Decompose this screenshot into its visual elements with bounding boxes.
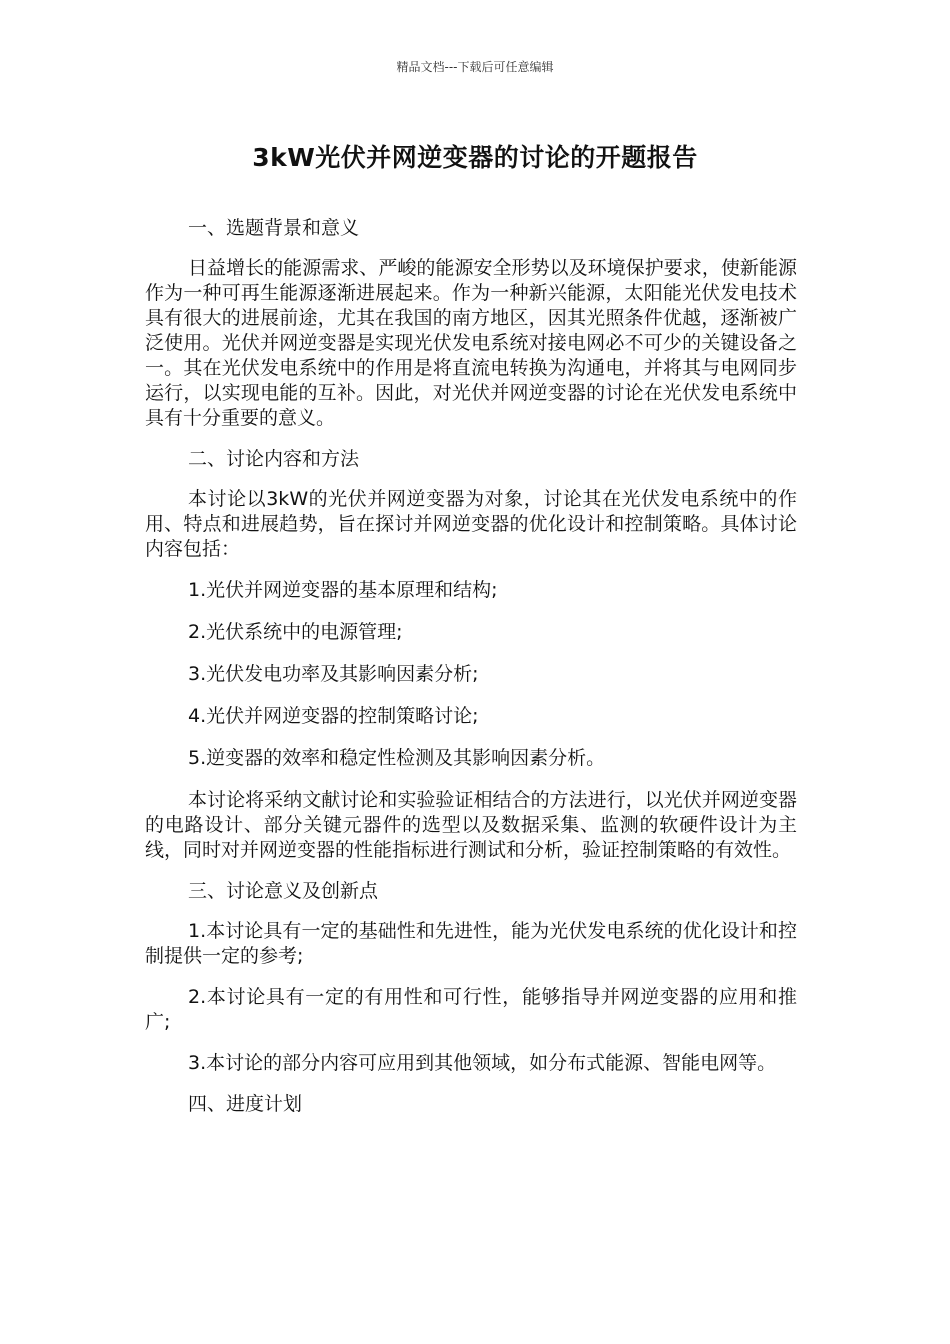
section-heading-significance: 三、讨论意义及创新点 [188,880,379,902]
document-title: 3kW光伏并网逆变器的讨论的开题报告 [252,143,698,172]
list-item: 3.光伏发电功率及其影响因素分析; [188,663,479,685]
list-item: 2.光伏系统中的电源管理; [188,621,403,643]
list-item: 1.本讨论具有一定的基础性和先进性，能为光伏发电系统的优化设计和控制提供一定的参考; [145,920,797,967]
list-item: 4.光伏并网逆变器的控制策略讨论; [188,705,479,727]
list-item: 3.本讨论的部分内容可应用到其他领域，如分布式能源、智能电网等。 [188,1052,777,1074]
list-item: 1.光伏并网逆变器的基本原理和结构; [188,579,498,601]
section-heading-background: 一、选题背景和意义 [188,217,360,239]
list-item: 2.本讨论具有一定的有用性和可行性，能够指导并网逆变器的应用和推广; [145,986,797,1033]
paragraph-methods: 本讨论将采纳文献讨论和实验验证相结合的方法进行，以光伏并网逆变器的电路设计、部分关键元器件的选型以及数据采集、监测的软硬件设计为主线，同时对并网逆变器的性能指标进行测试和分析，验证控制策略的有效性。 [145,789,797,861]
paragraph-background: 日益增长的能源需求、严峻的能源安全形势以及环境保护要求，使新能源作为一种可再生能源逐渐进展起来。作为一种新兴能源，太阳能光伏发电技术具有很大的进展前途，尤其在我国的南方地区，因其光照条件优越，逐渐被广泛使用。光伏并网逆变器是实现光伏发电系统对接电网必不可少的关键设备之一。其在光伏发电系统中的作用是将直流电转换为沟通电，并将其与电网同步运行，以实现电能的互补。因此，对光伏并网逆变器的讨论在光伏发电系统中具有十分重要的意义。 [145,257,797,429]
section-heading-schedule: 四、进度计划 [188,1093,303,1115]
section-heading-content-methods: 二、讨论内容和方法 [188,448,360,470]
paragraph-research-object: 本讨论以3kW的光伏并网逆变器为对象，讨论其在光伏发电系统中的作用、特点和进展趋势，旨在探讨并网逆变器的优化设计和控制策略。具体讨论内容包括： [145,488,797,560]
list-item: 5.逆变器的效率和稳定性检测及其影响因素分析。 [188,747,606,769]
header-note: 精品文档---下载后可任意编辑 [396,60,554,74]
document-body [145,216,797,1132]
